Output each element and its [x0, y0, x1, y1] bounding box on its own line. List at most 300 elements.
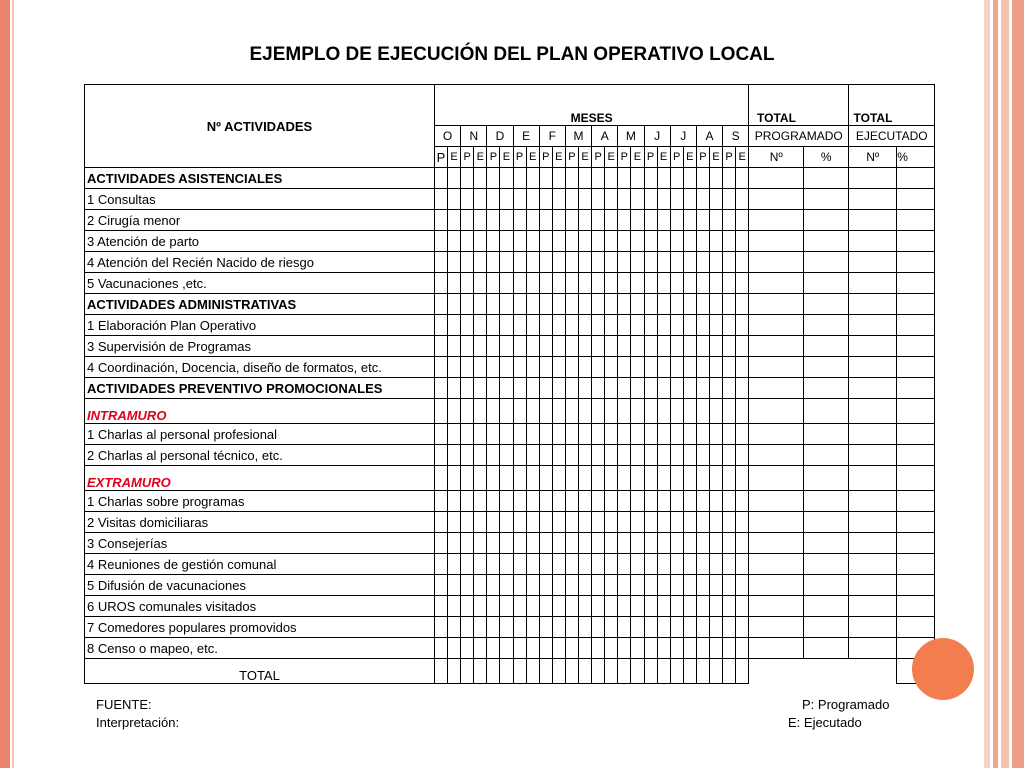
value-cell — [578, 168, 591, 189]
value-cell — [474, 554, 487, 575]
value-cell — [618, 424, 631, 445]
value-cell — [670, 210, 683, 231]
value-cell — [631, 596, 644, 617]
value-cell — [605, 210, 618, 231]
table-row — [85, 231, 935, 252]
value-cell — [461, 168, 474, 189]
value-cell — [804, 210, 849, 231]
value-cell — [657, 189, 670, 210]
value-cell — [670, 273, 683, 294]
value-cell — [552, 273, 565, 294]
value-cell — [487, 466, 500, 491]
value-cell — [448, 378, 461, 399]
header-num: Nº — [749, 147, 804, 168]
header-activities: Nº ACTIVIDADES — [85, 85, 435, 168]
value-cell — [565, 294, 578, 315]
value-cell — [849, 491, 897, 512]
value-cell — [448, 252, 461, 273]
value-cell — [592, 424, 605, 445]
value-cell — [723, 659, 736, 684]
value-cell — [631, 357, 644, 378]
value-cell — [448, 512, 461, 533]
value-cell — [683, 168, 696, 189]
value-cell — [804, 554, 849, 575]
table-row — [85, 638, 935, 659]
value-cell — [897, 466, 935, 491]
value-cell — [578, 638, 591, 659]
value-cell — [749, 466, 804, 491]
value-cell — [683, 445, 696, 466]
value-cell — [644, 168, 657, 189]
value-cell — [618, 575, 631, 596]
value-cell — [618, 659, 631, 684]
value-cell — [804, 575, 849, 596]
value-cell — [513, 336, 526, 357]
value-cell — [565, 575, 578, 596]
value-cell — [631, 189, 644, 210]
value-cell — [849, 575, 897, 596]
value-cell — [696, 659, 709, 684]
month-header: N — [461, 126, 487, 147]
ejecutado-marker: E — [657, 147, 670, 168]
table-row — [85, 210, 935, 231]
value-cell — [448, 399, 461, 424]
value-cell — [513, 445, 526, 466]
value-cell — [657, 357, 670, 378]
value-cell — [487, 512, 500, 533]
value-cell — [539, 575, 552, 596]
value-cell — [696, 512, 709, 533]
value-cell — [657, 294, 670, 315]
value-cell — [552, 399, 565, 424]
value-cell — [657, 512, 670, 533]
value-cell — [618, 168, 631, 189]
value-cell — [578, 273, 591, 294]
table-row — [85, 294, 935, 315]
activity-label: 2 Cirugía menor — [85, 210, 435, 231]
value-cell — [736, 512, 749, 533]
value-cell — [657, 445, 670, 466]
value-cell — [644, 617, 657, 638]
value-cell — [539, 445, 552, 466]
value-cell — [804, 357, 849, 378]
value-cell — [644, 315, 657, 336]
value-cell — [500, 210, 513, 231]
value-cell — [605, 315, 618, 336]
value-cell — [897, 617, 935, 638]
value-cell — [552, 445, 565, 466]
value-cell — [696, 491, 709, 512]
value-cell — [500, 273, 513, 294]
value-cell — [461, 252, 474, 273]
value-cell — [670, 638, 683, 659]
value-cell — [631, 466, 644, 491]
value-cell — [435, 273, 448, 294]
value-cell — [552, 210, 565, 231]
value-cell — [474, 466, 487, 491]
programado-marker: P — [696, 147, 709, 168]
table-row — [85, 315, 935, 336]
value-cell — [696, 210, 709, 231]
value-cell — [592, 596, 605, 617]
value-cell — [736, 168, 749, 189]
month-header: M — [618, 126, 644, 147]
value-cell — [539, 210, 552, 231]
value-cell — [683, 533, 696, 554]
value-cell — [709, 210, 722, 231]
footer-fuente: FUENTE: — [96, 697, 152, 712]
value-cell — [644, 575, 657, 596]
value-cell — [435, 554, 448, 575]
value-cell — [448, 168, 461, 189]
table-row — [85, 273, 935, 294]
value-cell — [657, 378, 670, 399]
value-cell — [500, 399, 513, 424]
legend-programado: P: Programado — [802, 697, 890, 712]
value-cell — [670, 315, 683, 336]
value-cell — [696, 189, 709, 210]
value-cell — [631, 168, 644, 189]
value-cell — [552, 168, 565, 189]
programado-marker: P — [592, 147, 605, 168]
value-cell — [749, 357, 804, 378]
value-cell — [565, 399, 578, 424]
value-cell — [552, 424, 565, 445]
value-cell — [657, 617, 670, 638]
value-cell — [644, 231, 657, 252]
activity-label: EXTRAMURO — [85, 466, 435, 491]
value-cell — [526, 512, 539, 533]
value-cell — [849, 399, 897, 424]
value-cell — [487, 596, 500, 617]
value-cell — [657, 596, 670, 617]
value-cell — [897, 357, 935, 378]
table-row — [85, 512, 935, 533]
value-cell — [736, 659, 749, 684]
value-cell — [736, 189, 749, 210]
footer-interpretacion: Interpretación: — [96, 715, 180, 730]
value-cell — [552, 336, 565, 357]
value-cell — [849, 294, 897, 315]
value-cell — [487, 231, 500, 252]
value-cell — [565, 638, 578, 659]
value-cell — [474, 378, 487, 399]
value-cell — [592, 659, 605, 684]
value-cell — [849, 512, 897, 533]
value-cell — [723, 554, 736, 575]
value-cell — [448, 554, 461, 575]
value-cell — [435, 659, 448, 684]
value-cell — [723, 445, 736, 466]
value-cell — [696, 638, 709, 659]
value-cell — [435, 638, 448, 659]
value-cell — [618, 596, 631, 617]
value-cell — [723, 575, 736, 596]
value-cell — [513, 533, 526, 554]
value-cell — [709, 491, 722, 512]
value-cell — [435, 294, 448, 315]
value-cell — [644, 294, 657, 315]
value-cell — [849, 357, 897, 378]
value-cell — [736, 252, 749, 273]
value-cell — [500, 378, 513, 399]
value-cell — [565, 445, 578, 466]
value-cell — [670, 466, 683, 491]
value-cell — [644, 533, 657, 554]
header-ejecutado: EJECUTADO — [849, 126, 935, 147]
ejecutado-marker: E — [526, 147, 539, 168]
value-cell — [487, 575, 500, 596]
value-cell — [683, 378, 696, 399]
table-row — [85, 252, 935, 273]
value-cell — [723, 273, 736, 294]
value-cell — [578, 533, 591, 554]
value-cell — [526, 659, 539, 684]
value-cell — [578, 378, 591, 399]
value-cell — [849, 189, 897, 210]
value-cell — [849, 638, 897, 659]
value-cell — [578, 659, 591, 684]
value-cell — [461, 378, 474, 399]
month-header: E — [513, 126, 539, 147]
value-cell — [539, 399, 552, 424]
value-cell — [736, 575, 749, 596]
value-cell — [448, 336, 461, 357]
value-cell — [897, 512, 935, 533]
activity-label: 1 Elaboración Plan Operativo — [85, 315, 435, 336]
value-cell — [513, 252, 526, 273]
value-cell — [578, 399, 591, 424]
value-cell — [723, 168, 736, 189]
value-cell — [736, 596, 749, 617]
table-row — [85, 445, 935, 466]
value-cell — [578, 294, 591, 315]
value-cell — [670, 491, 683, 512]
value-cell — [448, 294, 461, 315]
value-cell — [526, 168, 539, 189]
value-cell — [631, 638, 644, 659]
value-cell — [897, 210, 935, 231]
value-cell — [500, 466, 513, 491]
header-pct: % — [897, 147, 935, 168]
value-cell — [804, 659, 849, 684]
value-cell — [605, 491, 618, 512]
value-cell — [513, 189, 526, 210]
value-cell — [683, 424, 696, 445]
value-cell — [605, 294, 618, 315]
value-cell — [749, 445, 804, 466]
value-cell — [539, 424, 552, 445]
value-cell — [644, 252, 657, 273]
programado-marker: P — [513, 147, 526, 168]
value-cell — [849, 445, 897, 466]
header-num: Nº — [849, 147, 897, 168]
ejecutado-marker: E — [552, 147, 565, 168]
value-cell — [897, 533, 935, 554]
value-cell — [592, 638, 605, 659]
value-cell — [709, 231, 722, 252]
value-cell — [804, 491, 849, 512]
left-border-line — [12, 0, 14, 768]
value-cell — [897, 575, 935, 596]
value-cell — [849, 336, 897, 357]
value-cell — [605, 424, 618, 445]
value-cell — [500, 231, 513, 252]
table-row — [85, 378, 935, 399]
value-cell — [500, 659, 513, 684]
value-cell — [526, 294, 539, 315]
value-cell — [435, 445, 448, 466]
value-cell — [683, 189, 696, 210]
value-cell — [592, 168, 605, 189]
activity-label: 1 Consultas — [85, 189, 435, 210]
value-cell — [736, 617, 749, 638]
value-cell — [657, 231, 670, 252]
value-cell — [657, 659, 670, 684]
value-cell — [618, 336, 631, 357]
value-cell — [804, 252, 849, 273]
value-cell — [474, 189, 487, 210]
value-cell — [474, 596, 487, 617]
value-cell — [461, 638, 474, 659]
programado-marker: P — [487, 147, 500, 168]
value-cell — [804, 231, 849, 252]
value-cell — [723, 617, 736, 638]
value-cell — [565, 491, 578, 512]
value-cell — [526, 252, 539, 273]
value-cell — [526, 189, 539, 210]
value-cell — [897, 399, 935, 424]
value-cell — [657, 533, 670, 554]
value-cell — [849, 378, 897, 399]
value-cell — [696, 424, 709, 445]
value-cell — [526, 445, 539, 466]
value-cell — [605, 512, 618, 533]
value-cell — [474, 273, 487, 294]
value-cell — [526, 357, 539, 378]
header-total-programado: TOTAL — [749, 85, 804, 126]
table-row — [85, 336, 935, 357]
activity-label: 2 Visitas domiciliaras — [85, 512, 435, 533]
value-cell — [631, 445, 644, 466]
table-row — [85, 554, 935, 575]
value-cell — [435, 315, 448, 336]
value-cell — [736, 554, 749, 575]
value-cell — [487, 252, 500, 273]
value-cell — [565, 189, 578, 210]
value-cell — [683, 617, 696, 638]
value-cell — [670, 231, 683, 252]
value-cell — [696, 315, 709, 336]
value-cell — [565, 466, 578, 491]
value-cell — [539, 554, 552, 575]
value-cell — [618, 189, 631, 210]
value-cell — [736, 273, 749, 294]
value-cell — [618, 378, 631, 399]
value-cell — [435, 399, 448, 424]
value-cell — [696, 168, 709, 189]
value-cell — [474, 512, 487, 533]
value-cell — [435, 596, 448, 617]
value-cell — [709, 336, 722, 357]
value-cell — [670, 424, 683, 445]
activity-label: INTRAMURO — [85, 399, 435, 424]
value-cell — [513, 466, 526, 491]
value-cell — [474, 294, 487, 315]
value-cell — [461, 189, 474, 210]
value-cell — [849, 466, 897, 491]
table-row — [85, 399, 935, 424]
value-cell — [578, 252, 591, 273]
value-cell — [461, 445, 474, 466]
value-cell — [683, 294, 696, 315]
value-cell — [448, 210, 461, 231]
value-cell — [435, 168, 448, 189]
value-cell — [578, 315, 591, 336]
value-cell — [513, 617, 526, 638]
value-cell — [513, 210, 526, 231]
value-cell — [526, 231, 539, 252]
value-cell — [749, 252, 804, 273]
value-cell — [435, 491, 448, 512]
value-cell — [804, 294, 849, 315]
value-cell — [592, 466, 605, 491]
value-cell — [500, 336, 513, 357]
value-cell — [849, 210, 897, 231]
value-cell — [435, 189, 448, 210]
value-cell — [644, 659, 657, 684]
value-cell — [644, 336, 657, 357]
value-cell — [448, 617, 461, 638]
value-cell — [448, 466, 461, 491]
value-cell — [804, 617, 849, 638]
value-cell — [487, 315, 500, 336]
value-cell — [526, 491, 539, 512]
value-cell — [804, 512, 849, 533]
ejecutado-marker: E — [736, 147, 749, 168]
value-cell — [618, 210, 631, 231]
value-cell — [696, 575, 709, 596]
value-cell — [539, 533, 552, 554]
header-pct: % — [804, 147, 849, 168]
value-cell — [565, 273, 578, 294]
value-cell — [487, 491, 500, 512]
value-cell — [552, 315, 565, 336]
value-cell — [897, 424, 935, 445]
value-cell — [644, 273, 657, 294]
plan-table — [84, 84, 935, 684]
month-header: J — [644, 126, 670, 147]
activity-label: 4 Reuniones de gestión comunal — [85, 554, 435, 575]
programado-marker: P — [539, 147, 552, 168]
value-cell — [749, 315, 804, 336]
value-cell — [749, 554, 804, 575]
value-cell — [500, 424, 513, 445]
value-cell — [565, 252, 578, 273]
value-cell — [631, 424, 644, 445]
value-cell — [670, 445, 683, 466]
value-cell — [804, 424, 849, 445]
value-cell — [696, 466, 709, 491]
value-cell — [539, 659, 552, 684]
value-cell — [448, 596, 461, 617]
value-cell — [804, 315, 849, 336]
programado-marker: P — [723, 147, 736, 168]
value-cell — [644, 357, 657, 378]
value-cell — [552, 575, 565, 596]
header-programado: PROGRAMADO — [749, 126, 849, 147]
value-cell — [749, 378, 804, 399]
